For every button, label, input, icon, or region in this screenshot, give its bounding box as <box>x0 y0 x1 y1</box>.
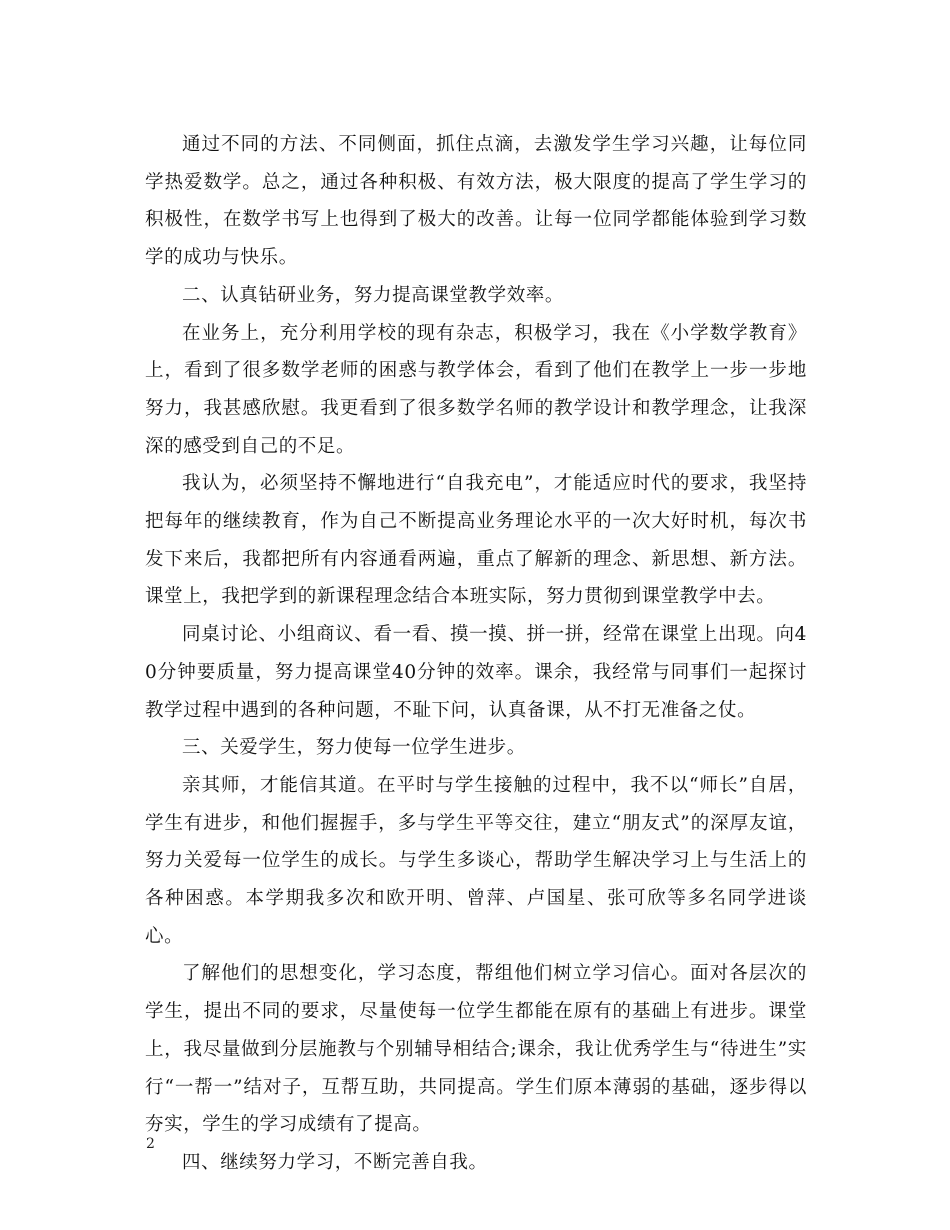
paragraph-interest: 通过不同的方法、不同侧面，抓住点滴，去激发学生学习兴趣，让每位同学热爱数学。总之，通过各种积极、有效方法，极大限度的提高了学生学习的积极性，在数学书写上也得到了极大的改善。让每一位同学都能体验到学习数学的成功与快乐。 <box>145 134 807 269</box>
paragraph-tiered-teaching: 了解他们的思想变化，学习态度，帮组他们树立学习信心。面对各层次的学生，提出不同的要求，尽量使每一位学生都能在原有的基础上有进步。课堂上，我尽量做到分层施教与个别辅导相结合;课余，我让优秀学生与“待进生”实行“一帮一”结对子，互帮互助，共同提高。学生们原本薄弱的基础，逐步得以夯实，学生的学习成绩有了提高。 <box>145 963 807 1136</box>
document-body <box>145 126 807 1182</box>
section-heading-4: 四、继续努力学习，不断完善自我。 <box>182 1151 488 1173</box>
page-number: 2 <box>146 1136 155 1152</box>
paragraph-self-improvement: 我认为，必须坚持不懈地进行“自我充电”，才能适应时代的要求，我坚持把每年的继续教育，作为自己不断提高业务理论水平的一次大好时机，每次书发下来后，我都把所有内容通看两遍，重点了解新的理念、新思想、新方法。课堂上，我把学到的新课程理念结合本班实际，努力贯彻到课堂教学中去。 <box>145 473 807 608</box>
section-heading-2: 二、认真钻研业务，努力提高课堂教学效率。 <box>182 284 565 306</box>
paragraph-care-students: 亲其师，才能信其道。在平时与学生接触的过程中，我不以“师长”自居，学生有进步，和他们握握手，多与学生平等交往，建立“朋友式”的深厚友谊，努力关爱每一位学生的成长。与学生多谈心，帮助学生解决学习上与生活上的各种困惑。本学期我多次和欧开明、曾萍、卢国星、张可欣等多名同学进谈心。 <box>145 774 807 947</box>
paragraph-classroom-activities: 同桌讨论、小组商议、看一看、摸一摸、拼一拼，经常在课堂上出现。向40分钟要质量，努力提高课堂40分钟的效率。课余，我经常与同事们一起探讨教学过程中遇到的各种问题，不耻下问，认真备课，从不打无准备之仗。 <box>145 624 807 721</box>
paragraph-professional-study: 在业务上，充分利用学校的现有杂志，积极学习，我在《小学数学教育》上，看到了很多数学老师的困惑与教学体会，看到了他们在教学上一步一步地努力，我甚感欣慰。我更看到了很多数学名师的教学设计和教学理念，让我深深的感受到自己的不足。 <box>145 322 807 457</box>
section-heading-3: 三、关爱学生，努力使每一位学生进步。 <box>182 737 526 759</box>
